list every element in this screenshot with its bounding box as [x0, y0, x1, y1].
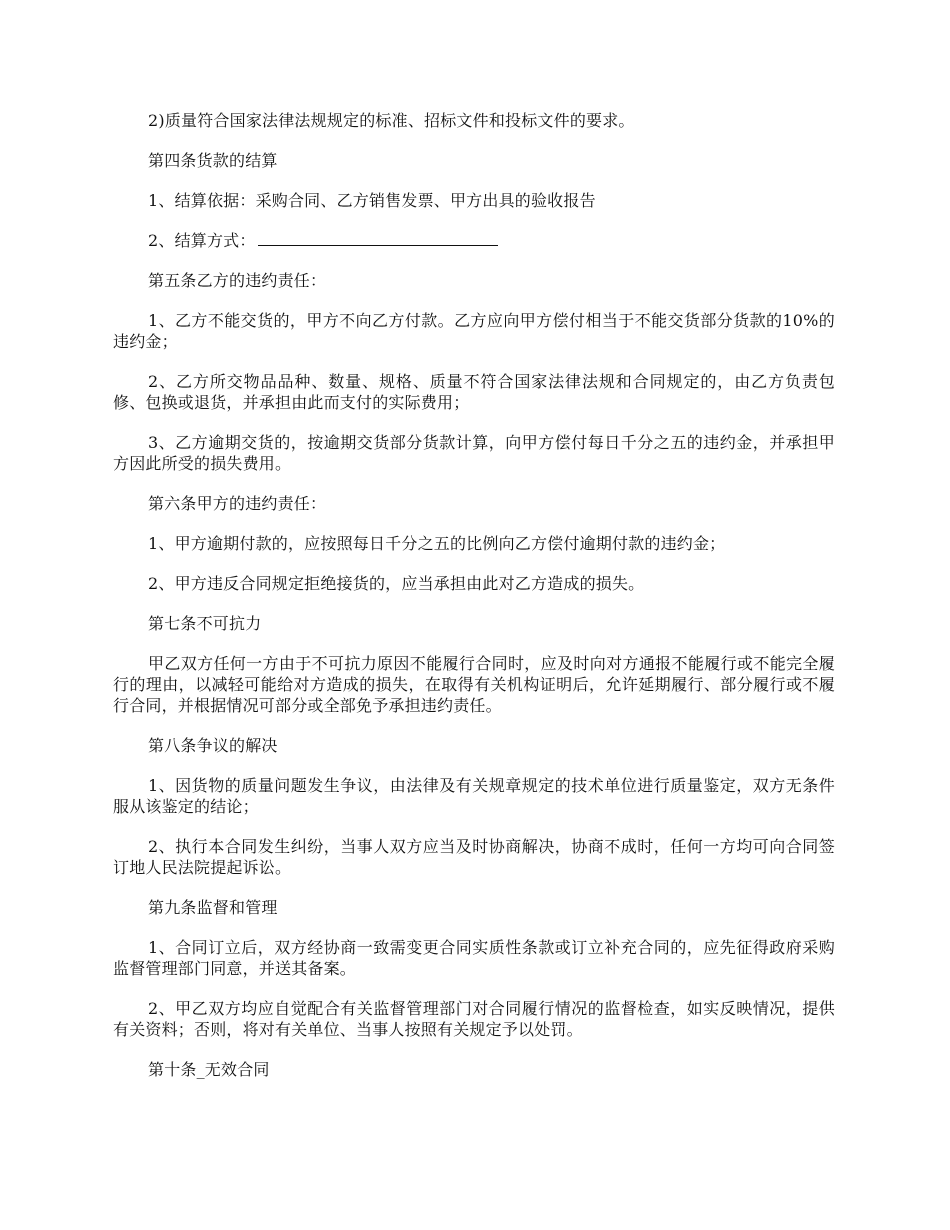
document-page: [113, 110, 835, 1099]
paragraph-9-2: 2、甲乙双方均应自觉配合有关监督管理部门对合同履行情况的监督检查，如实反映情况，提供有关资料；否则，将对有关单位、当事人按照有关规定予以处罚。: [113, 999, 835, 1039]
heading-article-5: 第五条乙方的违约责任：: [148, 271, 327, 290]
paragraph-6-1: 1、甲方逾期付款的，应按照每日千分之五的比例向乙方偿付逾期付款的违约金；: [148, 534, 726, 553]
settlement-method-label: 2、结算方式：: [148, 231, 256, 250]
heading-article-7: 第七条不可抗力: [148, 614, 262, 633]
paragraph-settlement-basis: 1、结算依据：采购合同、乙方销售发票、甲方出具的验收报告: [148, 191, 596, 210]
heading-article-9: 第九条监督和管理: [148, 898, 278, 917]
paragraph-settlement-method: [113, 230, 835, 251]
paragraph-5-3: 3、乙方逾期交货的，按逾期交货部分货款计算，向甲方偿付每日千分之五的违约金，并承担甲方因此所受的损失费用。: [113, 433, 835, 473]
paragraph-7-1: 甲乙双方任何一方由于不可抗力原因不能履行合同时，应及时向对方通报不能履行或不能完全履行的理由，以减轻可能给对方造成的损失，在取得有关机构证明后，允许延期履行、部分履行或不履行合同，并根据情况可部分或全部免予承担违约责任。: [113, 654, 835, 715]
heading-article-10: 第十条_无效合同: [148, 1060, 270, 1079]
heading-article-6: 第六条甲方的违约责任：: [148, 494, 327, 513]
heading-article-8: 第八条争议的解决: [148, 736, 278, 755]
paragraph-quality-requirement: 2)质量符合国家法律法规规定的标准、招标文件和投标文件的要求。: [148, 111, 635, 130]
paragraph-6-2: 2、甲方违反合同规定拒绝接货的，应当承担由此对乙方造成的损失。: [148, 574, 645, 593]
paragraph-8-2: 2、执行本合同发生纠纷，当事人双方应当及时协商解决，协商不成时，任何一方均可向合同签订地人民法院提起诉讼。: [113, 837, 835, 877]
paragraph-5-1: 1、乙方不能交货的，甲方不向乙方付款。乙方应向甲方偿付相当于不能交货部分货款的10%的违约金；: [113, 311, 835, 351]
paragraph-9-1: 1、合同订立后，双方经协商一致需变更合同实质性条款或订立补充合同的，应先征得政府采购监督管理部门同意，并送其备案。: [113, 938, 835, 978]
heading-article-4: 第四条货款的结算: [148, 151, 278, 170]
settlement-method-blank: [258, 231, 498, 246]
paragraph-5-2: 2、乙方所交物品品种、数量、规格、质量不符合国家法律法规和合同规定的，由乙方负责包修、包换或退货，并承担由此而支付的实际费用；: [113, 372, 835, 412]
paragraph-8-1: 1、因货物的质量问题发生争议，由法律及有关规章规定的技术单位进行质量鉴定，双方无条件服从该鉴定的结论；: [113, 776, 835, 816]
